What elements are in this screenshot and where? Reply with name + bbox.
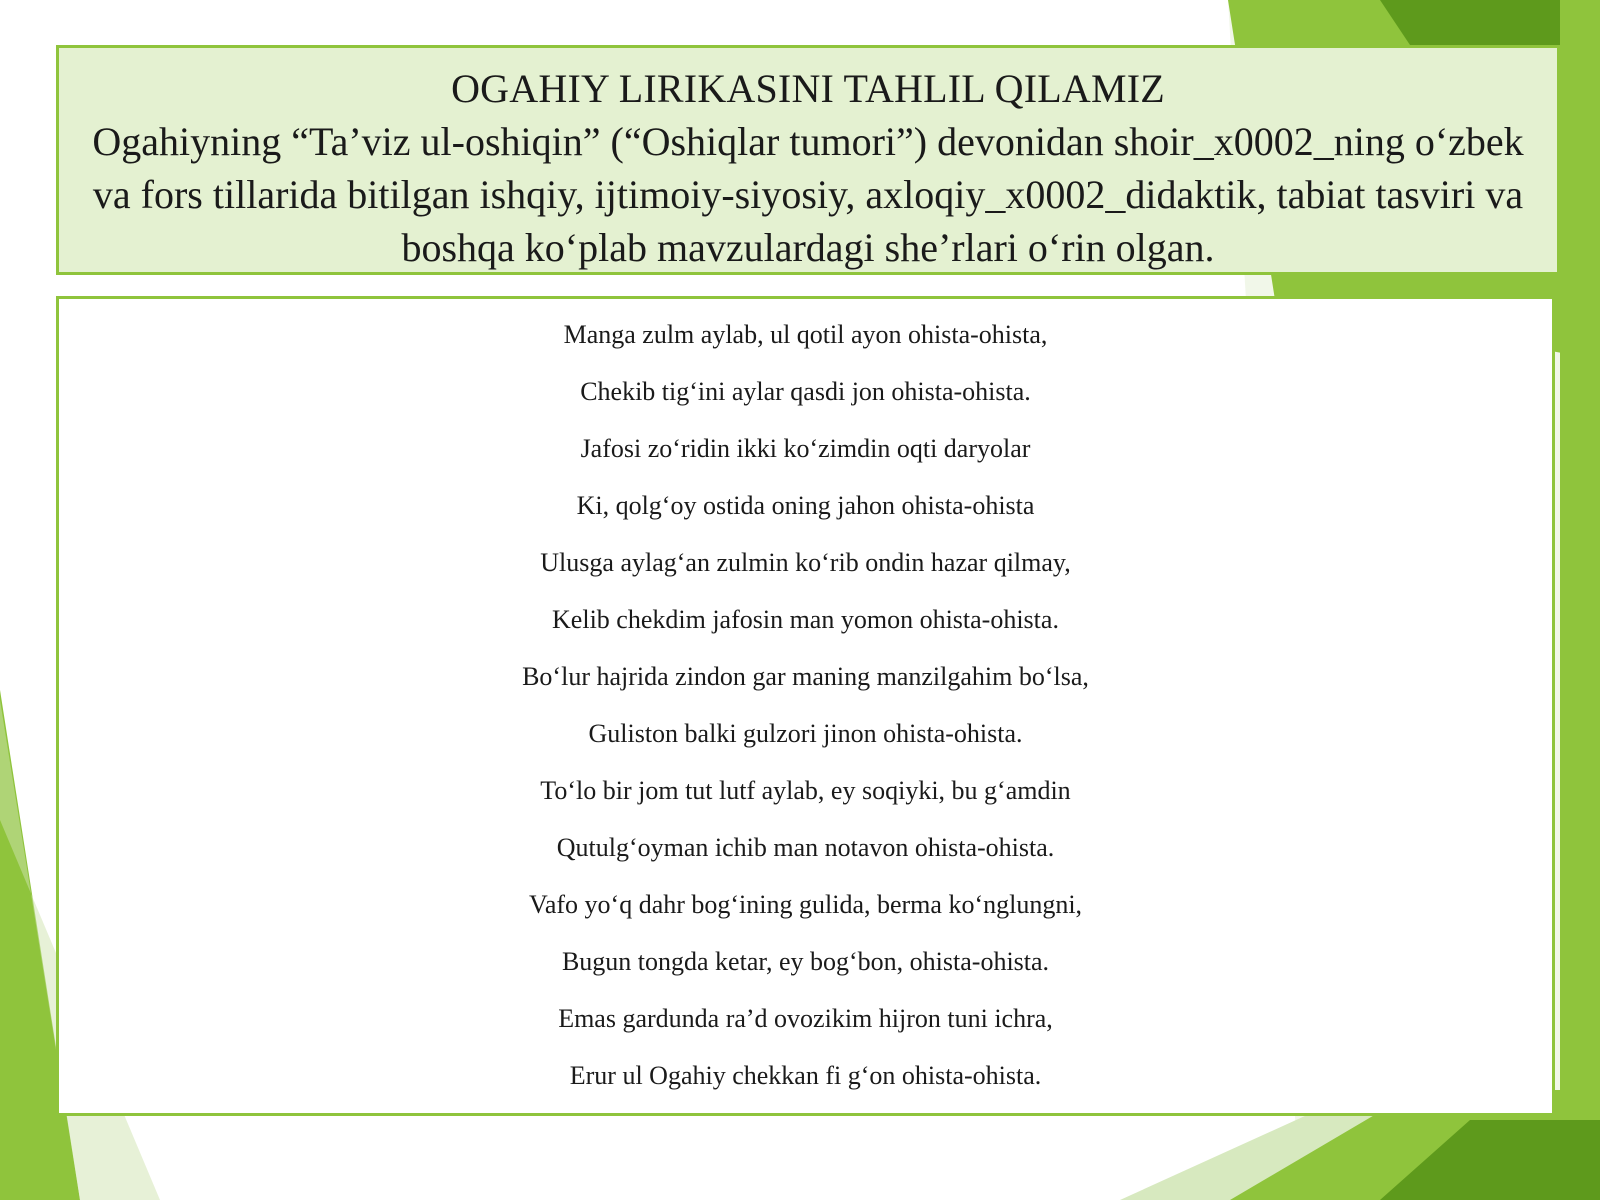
poem-line: Bugun tongda ketar, ey bog‘bon, ohista-ohista. (561, 947, 1050, 976)
poem-line: Kelib chekdim jafosin man yomon ohista-ohista. (552, 605, 1059, 634)
slide-description: Ogahiyning “Ta’viz ul-oshiqin” (“Oshiqlar tumori”) devonidan shoir_x0002_ning o‘zbek va fors tillarida bitilgan ishqiy, ijtimoiy-siyosiy, axloqiy_x0002_didaktik, tabiat tasviri va boshqa ko‘plab mavzulardagi she’rlari o‘rin olgan. (92, 119, 1524, 270)
poem-box (56, 296, 1555, 1116)
slide-title: OGAHIY LIRIKASINI TAHLIL QILAMIZ (451, 66, 1165, 111)
poem-line: Vafo yo‘q dahr bog‘ining gulida, berma ko‘nglungni, (528, 890, 1083, 919)
top-right-edge-band (1560, 0, 1600, 1200)
poem-line: Jafosi zo‘ridin ikki ko‘zimdin oqti daryolar (580, 434, 1031, 463)
poem-line: Bo‘lur hajrida zindon gar maning manzilgahim bo‘lsa, (522, 662, 1089, 691)
poem-line: To‘lo bir jom tut lutf aylab, ey soqiyki, bu g‘amdin (540, 776, 1071, 805)
title-box (56, 45, 1560, 275)
poem-line: Emas gardunda ra’d ovozikim hijron tuni ichra, (558, 1004, 1053, 1033)
poem-line: Qutulg‘oyman ichib man notavon ohista-ohista. (556, 833, 1055, 862)
poem-line: Ulusga aylag‘an zulmin ko‘rib ondin hazar qilmay, (540, 548, 1071, 577)
poem-line: Chekib tig‘ini aylar qasdi jon ohista-ohista. (580, 377, 1031, 406)
poem-line: Guliston balki gulzori jinon ohista-ohista. (588, 719, 1023, 748)
poem-line: Erur ul Ogahiy chekkan fi g‘on ohista-ohista. (569, 1061, 1042, 1090)
poem-line: Ki, qolg‘oy ostida oning jahon ohista-ohista (576, 491, 1035, 520)
poem-line: Manga zulm aylab, ul qotil ayon ohista-ohista, (563, 320, 1048, 349)
